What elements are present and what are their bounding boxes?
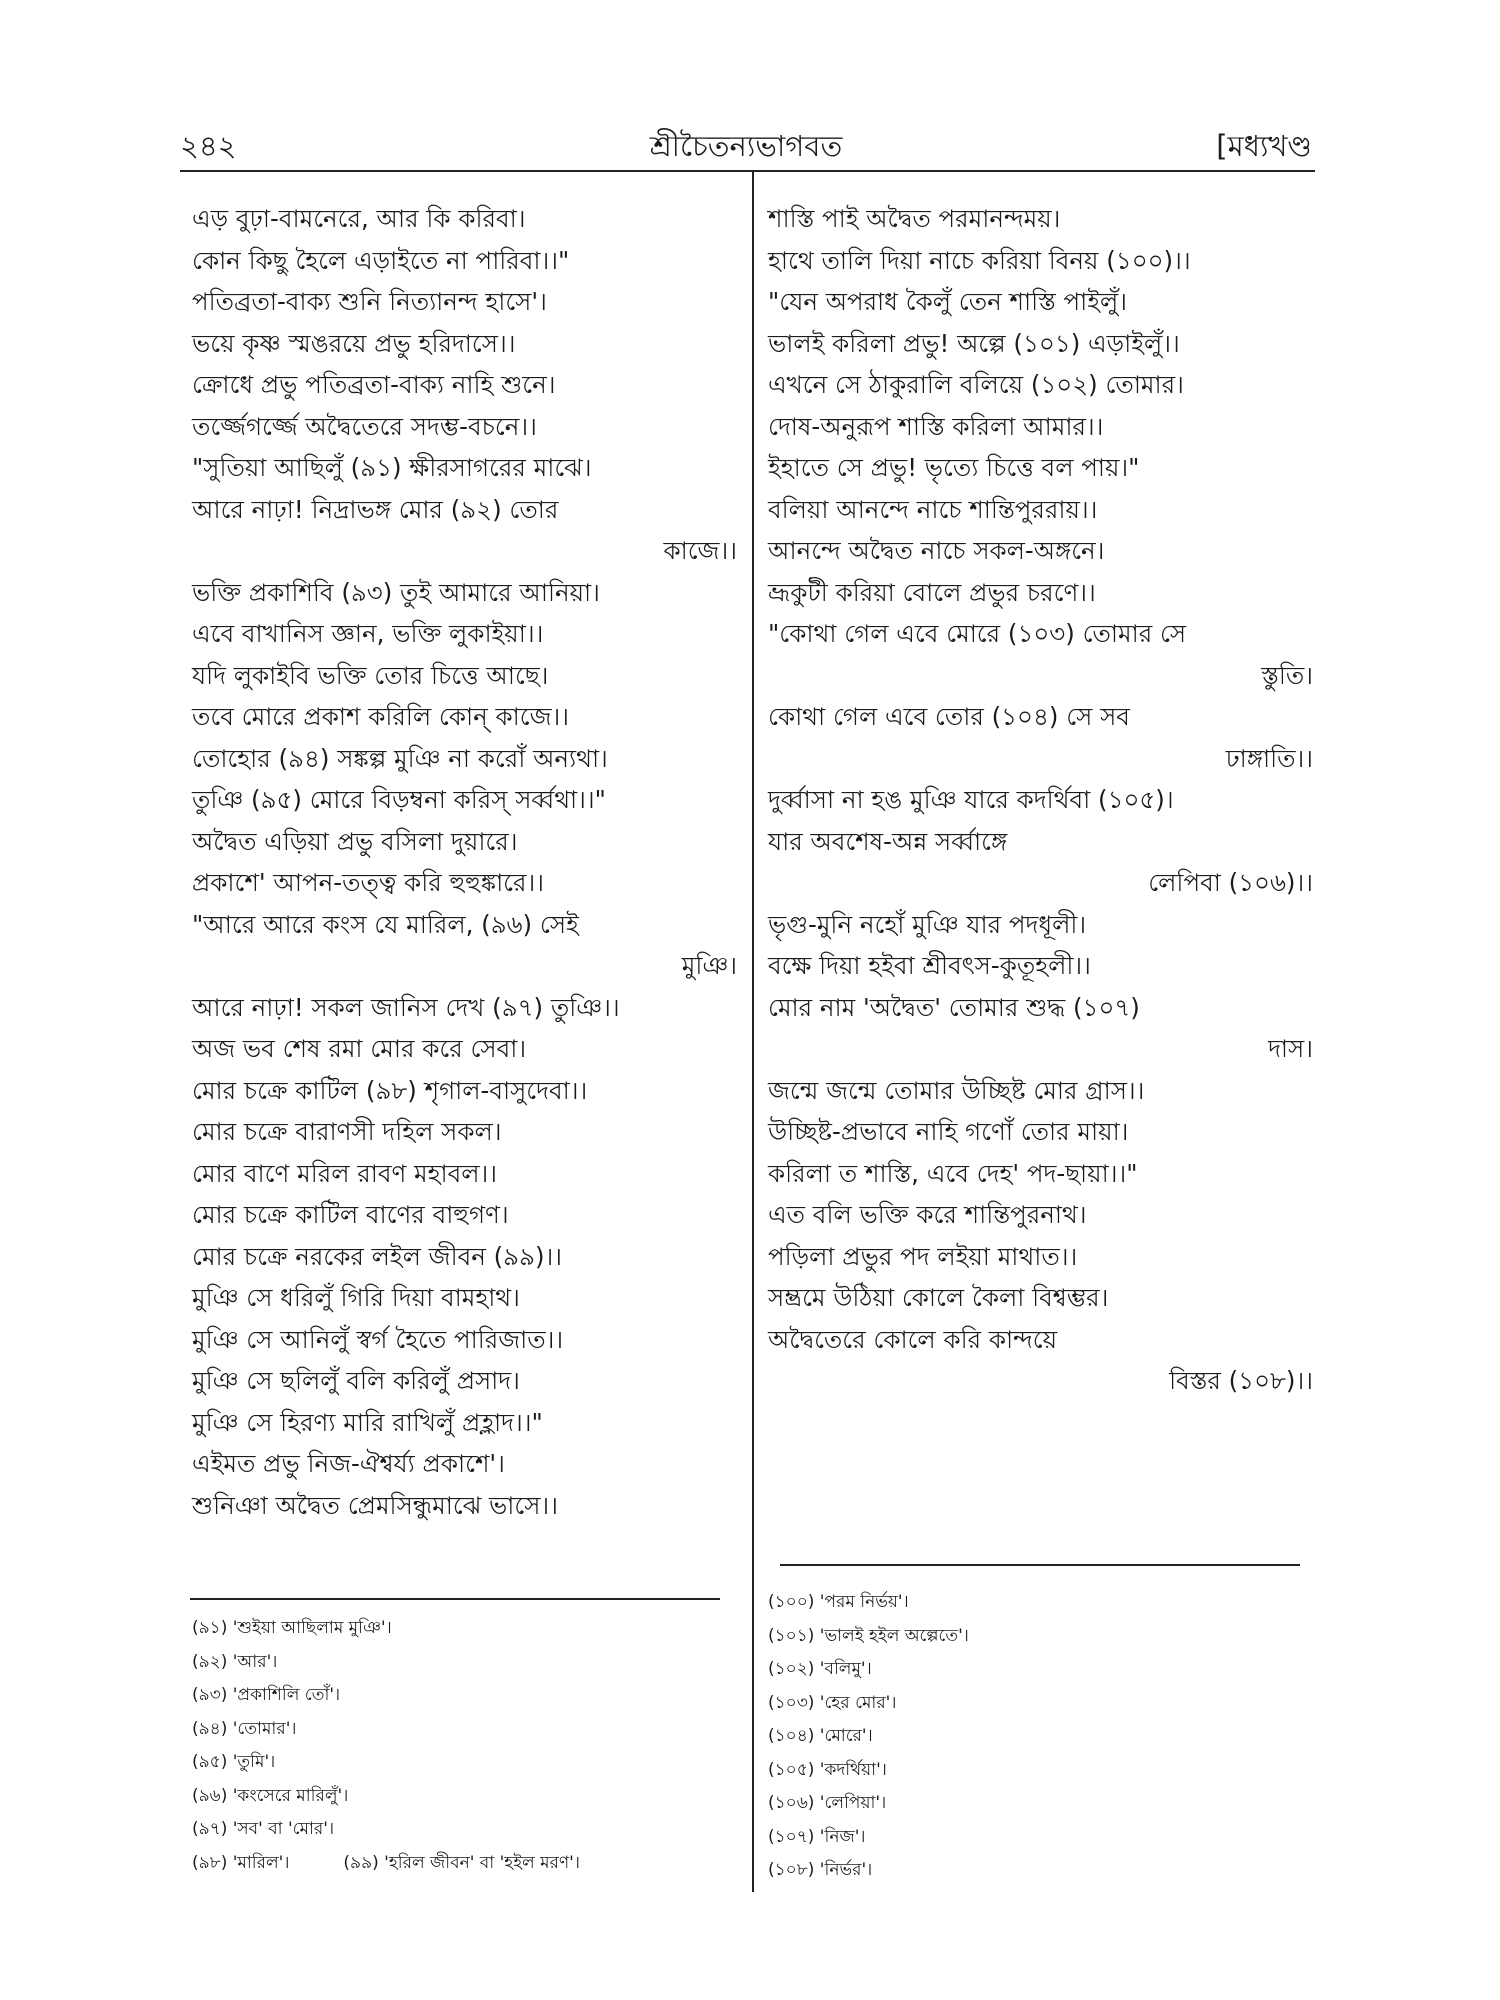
verse-line-continuation: স্তুতি। — [1261, 660, 1313, 690]
footnote: (১০৬) 'লেপিয়া'। — [768, 1793, 887, 1813]
verse-line: প্রকাশে' আপন-তত্ত্ব করি হুহুঙ্কারে।। — [192, 868, 545, 897]
footnote: (১০১) 'ভালই হইল অল্পেতে'। — [768, 1625, 969, 1646]
section-name: [মধ্যখণ্ড — [1216, 129, 1312, 163]
verse-line: মোর চক্রে কাটিল বাণের বাহুগণ। — [192, 1200, 509, 1229]
right-verse-column — [768, 198, 1313, 1402]
verse-line: তুঞি (৯৫) মোরে বিড়ম্বনা করিস্ সর্ব্বথা।।" — [192, 785, 606, 814]
verse-line-continuation: লেপিবা (১০৬)।। — [1148, 868, 1313, 897]
verse-line: হাথে তালি দিয়া নাচে করিয়া বিনয় (১০০)।। — [768, 245, 1191, 275]
verse-line: অদ্বৈত এড়িয়া প্রভু বসিলা দুয়ারে। — [192, 826, 518, 856]
left-verse-column — [192, 198, 737, 1526]
footnote: (১০৭) 'নিজ'। — [768, 1826, 866, 1847]
verse-line: ভয়ে কৃষ্ণ স্মঙরয়ে প্রভু হরিদাসে।। — [192, 328, 516, 358]
left-footnotes — [192, 1612, 737, 1880]
verse-line: মোর বাণে মরিল রাবণ মহাবল।। — [192, 1158, 498, 1188]
page-header — [180, 118, 1312, 168]
verse-line: পতিব্রতা-বাক্য শুনি নিত্যানন্দ হাসে'। — [192, 287, 547, 316]
verse-line: দুর্ব্বাসা না হঙ মুঞি যারে কদর্থিবা (১০৫)। — [768, 785, 1174, 814]
verse-line: মোর চক্রে কাটিল (৯৮) শৃগাল-বাসুদেবা।। — [192, 1075, 588, 1105]
footnote-rule-left — [190, 1598, 720, 1600]
verse-line: মুঞি সে হিরণ্য মারি রাখিলুঁ প্রহ্লাদ।।" — [192, 1407, 543, 1437]
verse-line: "কোথা গেল এবে মোরে (১০৩) তোমার সে — [768, 619, 1187, 648]
verse-line: উচ্ছিষ্ট-প্রভাবে নাহি গণোঁ তোর মায়া। — [768, 1117, 1129, 1146]
footnote: (১০৪) 'মোরে'। — [768, 1726, 873, 1746]
verse-line: শুনিঞা অদ্বৈত প্রেমসিন্ধুমাঝে ভাসে।। — [192, 1490, 558, 1520]
verse-line-continuation: দাস। — [1268, 1034, 1313, 1063]
footnote: (১০৫) 'কদর্থিয়া'। — [768, 1759, 887, 1780]
footnote: (৯৮) 'মারিল'। — [192, 1852, 290, 1873]
verse-line: ক্রোধে প্রভু পতিব্রতা-বাক্য নাহি শুনে। — [192, 370, 556, 399]
footnote: (১০৩) 'হের মোর'। — [768, 1692, 897, 1713]
verse-line-continuation: কাজে।। — [663, 536, 737, 565]
verse-line: ভক্তি প্রকাশিবি (৯৩) তুই আমারে আনিয়া। — [192, 577, 600, 607]
verse-line: ভালই করিলা প্রভু! অল্পে (১০১) এড়াইলুঁ।। — [768, 328, 1180, 358]
page-number: ২৪২ — [180, 129, 237, 163]
verse-line: বক্ষে দিয়া হইবা শ্রীবৎস-কুতূহলী।। — [768, 951, 1091, 980]
verse-line: মুঞি সে ধরিলুঁ গিরি দিয়া বামহাথ। — [192, 1283, 520, 1312]
verse-line: "সুতিয়া আছিলুঁ (৯১) ক্ষীরসাগরের মাঝে। — [192, 453, 592, 482]
verse-line: তবে মোরে প্রকাশ করিলি কোন্ কাজে।। — [192, 702, 570, 731]
right-footnotes — [768, 1586, 1313, 1888]
verse-line: "আরে আরে কংস যে মারিল, (৯৬) সেই — [192, 909, 579, 939]
book-title: শ্রীচৈতন্যভাগবত — [649, 129, 843, 163]
footnote: (৯৩) 'প্রকাশিলি তোঁ'। — [192, 1685, 341, 1705]
header-rule — [180, 170, 1315, 172]
verse-line: করিলা ত শাস্তি, এবে দেহ' পদ-ছায়া।।" — [768, 1158, 1138, 1188]
verse-line: তোহোর (৯৪) সঙ্কল্প মুঞি না করোঁ অন্যথা। — [192, 743, 608, 773]
verse-line: মোর নাম 'অদ্বৈত' তোমার শুদ্ধ (১০৭) — [768, 992, 1140, 1022]
verse-line: আরে নাঢ়া! সকল জানিস দেখ (৯৭) তুঞি।। — [192, 992, 620, 1022]
verse-line: এখনে সে ঠাকুরালি বলিয়ে (১০২) তোমার। — [768, 370, 1184, 399]
footnote: (১০৮) 'নির্ভর'। — [768, 1860, 873, 1880]
verse-line: মোর চক্রে নরকের লইল জীবন (৯৯)।। — [192, 1241, 563, 1271]
verse-line: এইমত প্রভু নিজ-ঐশ্বর্য্য প্রকাশে'। — [192, 1449, 505, 1478]
verse-line: আনন্দে অদ্বৈত নাচে সকল-অঙ্গনে। — [768, 536, 1105, 565]
verse-line: বলিয়া আনন্দে নাচে শান্তিপুররায়।। — [768, 494, 1098, 524]
verse-line: অজ ভব শেষ রমা মোর করে সেবা। — [192, 1034, 527, 1063]
footnote-row — [192, 1847, 737, 1881]
footnote-rule-right — [780, 1564, 1300, 1566]
footnote: (৯৬) 'কংসেরে মারিলুঁ'। — [192, 1785, 349, 1806]
verse-line: ভৃগু-মুনি নহোঁ মুঞি যার পদধূলী। — [768, 909, 1087, 939]
verse-line: "যেন অপরাধ কৈলুঁ তেন শাস্তি পাইলুঁ। — [768, 287, 1128, 316]
verse-line: মুঞি সে ছলিলুঁ বলি করিলুঁ প্রসাদ। — [192, 1366, 520, 1395]
footnote: (৯৫) 'তুমি'। — [192, 1752, 276, 1772]
verse-line: সম্ভ্রমে উঠিয়া কোলে কৈলা বিশ্বম্ভর। — [768, 1283, 1109, 1312]
verse-line: দোষ-অনুরূপ শাস্তি করিলা আমার।। — [768, 411, 1104, 441]
footnote: (১০২) 'বলিমু'। — [768, 1659, 872, 1679]
footnote: (৯৯) 'হরিল জীবন' বা 'হইল মরণ'। — [343, 1852, 580, 1873]
verse-line-continuation: বিস্তর (১০৮)।। — [1169, 1366, 1313, 1395]
footnote: (৯৭) 'সব' বা 'মোর'। — [192, 1819, 335, 1839]
verse-line: ভ্রূকুটী করিয়া বোলে প্রভুর চরণে।। — [768, 577, 1096, 607]
verse-line: ইহাতে সে প্রভু! ভৃত্যে চিত্তে বল পায়।" — [768, 453, 1140, 482]
verse-line: অদ্বৈতেরে কোলে করি কান্দয়ে — [768, 1324, 1058, 1354]
verse-line: কোন কিছু হৈলে এড়াইতে না পারিবা।।" — [192, 245, 570, 275]
footnote: (১০০) 'পরম নির্ভয়'। — [768, 1592, 909, 1612]
footnote: (৯১) 'শুইয়া আছিলাম মুঞি'। — [192, 1618, 392, 1638]
footnote: (৯২) 'আর'। — [192, 1651, 278, 1672]
verse-line: মোর চক্রে বারাণসী দহিল সকল। — [192, 1117, 502, 1146]
verse-line: যদি লুকাইবি ভক্তি তোর চিত্তে আছে। — [192, 660, 549, 690]
verse-line: শাস্তি পাই অদ্বৈত পরমানন্দময়। — [768, 204, 1061, 233]
column-divider — [752, 172, 754, 1892]
verse-line-continuation: ঢাঙ্গাতি।। — [1225, 743, 1313, 773]
verse-line-continuation: মুঞি। — [681, 951, 737, 980]
verse-line: এবে বাখানিস জ্ঞান, ভক্তি লুকাইয়া।। — [192, 619, 544, 648]
verse-line: কোথা গেল এবে তোর (১০৪) সে সব — [768, 702, 1130, 731]
verse-line: মুঞি সে আনিলুঁ স্বর্গ হৈতে পারিজাত।। — [192, 1324, 564, 1354]
verse-line: এড় বুঢ়া-বামনেরে, আর কি করিবা। — [192, 204, 526, 233]
footnote: (৯৪) 'তোমার'। — [192, 1718, 297, 1739]
verse-line: তর্জ্জেগর্জ্জে অদ্বৈতেরে সদম্ভ-বচনে।। — [192, 411, 537, 441]
verse-line: যার অবশেষ-অন্ন সর্ব্বাঙ্গে — [768, 826, 1008, 856]
verse-line: জন্মে জন্মে তোমার উচ্ছিষ্ট মোর গ্রাস।। — [768, 1075, 1145, 1105]
verse-line: আরে নাঢ়া! নিদ্রাভঙ্গ মোর (৯২) তোর — [192, 494, 559, 524]
verse-line: এত বলি ভক্তি করে শান্তিপুরনাথ। — [768, 1200, 1087, 1229]
verse-line: পড়িলা প্রভুর পদ লইয়া মাথাত।। — [768, 1241, 1078, 1271]
